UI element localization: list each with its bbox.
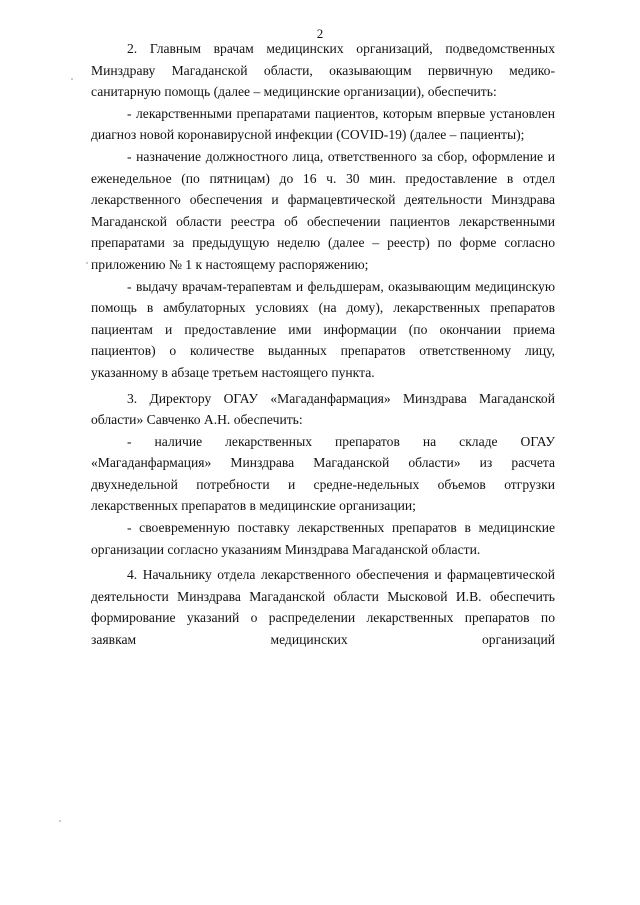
document-body — [91, 38, 555, 651]
paragraph-item-3: 3. Директору ОГАУ «Магаданфармация» Минздрава Магаданской области» Савченко А.Н. обеспечить: — [91, 390, 555, 428]
paragraph-item-3-stock: - наличие лекарственных препаратов на складе ОГАУ «Магаданфармация» Минздрава Магаданской области» из расчета двухнедельной потребности и средне-недельных объемов отгрузки лекарственных препаратов в медицинские организации; — [91, 433, 555, 514]
paragraph-item-2-responsible-person: - назначение должностного лица, ответственного за сбор, оформление и еженедельное (по пятницам) до 16 ч. 30 мин. предоставление в отдел лекарственного обеспечения и фармацевтической деятельности Минздрава Магаданской области реестра об обеспечении пациентов лекарственными препаратами за предыдущую неделю (далее – реестр) по форме согласно приложению № 1 к настоящему распоряжению; — [91, 148, 555, 272]
page-number: 2 — [316, 26, 324, 41]
scan-speck — [86, 262, 88, 264]
paragraph-item-2-issuing: - выдачу врачам-терапевтам и фельдшерам, оказывающим медицинскую помощь в амбулаторных условиях (на дому), лекарственных препаратов пациентам и предоставление ими информации (по окончании приема пациентов) о количестве выданных препаратов ответственному лицу, указанному в абзаце третьем настоящего пункта. — [91, 278, 555, 380]
scan-speck — [71, 78, 73, 80]
scan-speck — [59, 820, 61, 822]
paragraph-item-3-delivery: - своевременную поставку лекарственных препаратов в медицинские организации согласно указаниям Минздрава Магаданской области. — [91, 520, 555, 557]
paragraph-item-2: 2. Главным врачам медицинских организаций, подведомственных Минздраву Магаданской области, оказывающим первичную медико-санитарную помощь (далее – медицинские организации), обеспечить: — [91, 41, 555, 100]
paragraph-item-4: 4. Начальнику отдела лекарственного обеспечения и фармацевтической деятельности Минздрава Магаданской области Мысковой И.В. обеспечить формирование указаний о распределении лекарственных препаратов по заявкам медицинских организаций — [91, 567, 555, 648]
paragraph-item-2-medicines: - лекарственными препаратами пациентов, которым впервые установлен диагноз новой коронавирусной инфекции (COVID-19) (далее – пациенты); — [91, 105, 555, 143]
